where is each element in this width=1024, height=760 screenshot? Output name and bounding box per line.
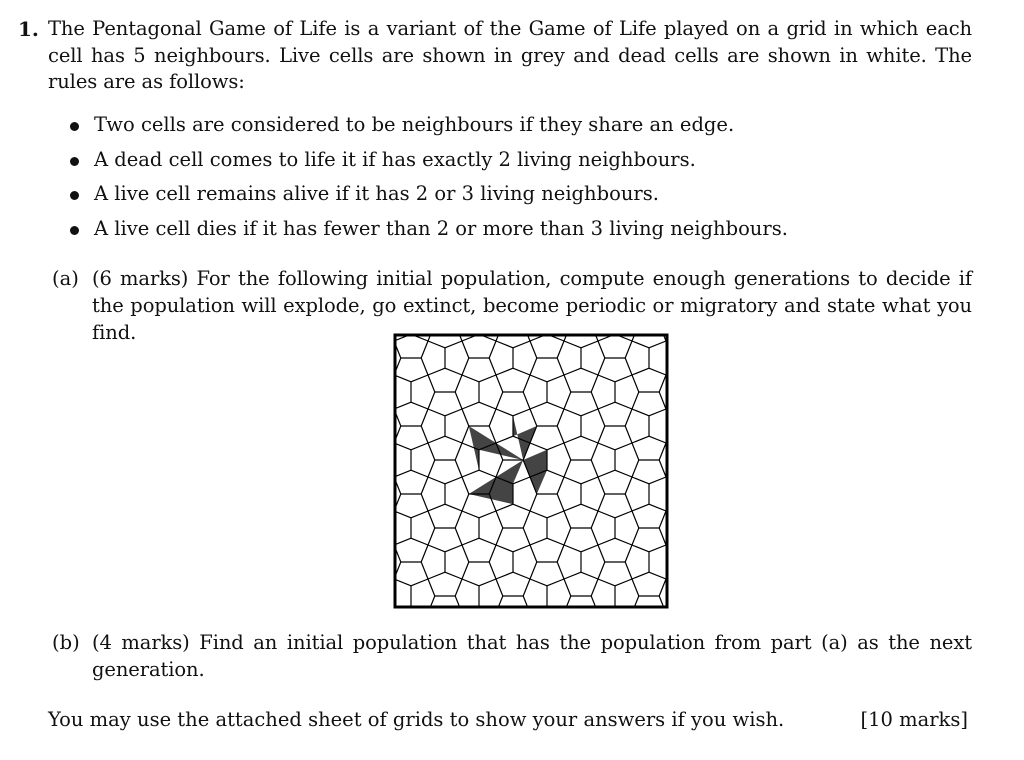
pentagonal-grid-figure: [391, 331, 671, 611]
bullet-icon: [70, 157, 79, 166]
footer-note: You may use the attached sheet of grids to show your answers if you wish.: [48, 708, 785, 731]
pentagonal-grid: [391, 331, 671, 611]
question-number: 1.: [18, 17, 39, 41]
rule-item: [70, 179, 970, 214]
rule-text: A live cell remains alive if it has 2 or 3 living neighbours.: [94, 182, 659, 205]
bullet-icon: [70, 122, 79, 131]
rule-text: Two cells are considered to be neighbours if they share an edge.: [94, 113, 735, 136]
part-b-label: (b): [52, 631, 80, 654]
total-marks: [10 marks]: [860, 708, 968, 731]
part-a-text: (6 marks) For the following initial population, compute enough generations to decide if the population will explode, go extinct, become periodic or migratory and state what you find.: [92, 267, 972, 344]
rules-list: [70, 110, 970, 248]
part-a-label: (a): [52, 267, 79, 290]
bullet-icon: [70, 191, 79, 200]
rule-item: [70, 214, 970, 249]
rule-item: [70, 110, 970, 145]
part-b-text: (4 marks) Find an initial population that has the population from part (a) as the next generation.: [92, 631, 972, 681]
question-intro: The Pentagonal Game of Life is a variant of the Game of Life played on a grid in which each cell has 5 neighbours. Live cells are shown in grey and dead cells are shown in white. The rules are as follows:: [48, 17, 972, 93]
part-b: [52, 629, 972, 683]
bullet-icon: [70, 226, 79, 235]
rule-item: [70, 145, 970, 180]
rule-text: A live cell dies if it has fewer than 2 or more than 3 living neighbours.: [94, 216, 788, 240]
rule-text: A dead cell comes to life it if has exactly 2 living neighbours.: [94, 147, 696, 171]
